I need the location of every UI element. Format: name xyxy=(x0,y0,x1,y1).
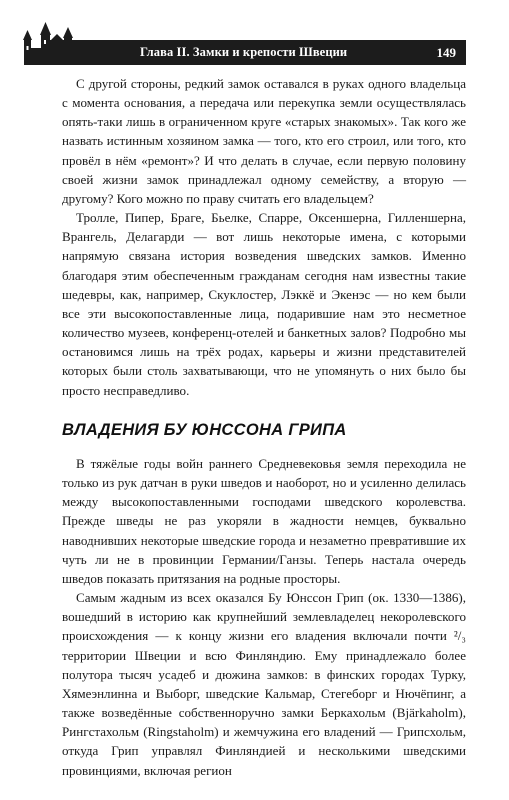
paragraph: В тяжёлые годы войн раннего Средневековья земля переходила не только из рук датчан в руки шведов и наоборот, но и усиленно делилась между высокопоставленными господами шведского королевства. Прежде шведы не раз укоряли в жадности немцев, буквально наводнивших некоторые шведские города и незаметно превратившие их чуть ли не в провинции Германии/Ганзы. Теперь настала очередь шведов показать притязания на родные просторы. xyxy=(62,456,466,586)
section-heading: ВЛАДЕНИЯ БУ ЮНССОНА ГРИПА xyxy=(62,421,347,439)
body-text-after-heading xyxy=(62,454,466,780)
paragraph: Самым жадным из всех оказался Бу Юнссон Грип (ок. 1330—1386), вошедший в историю как крупнейший землевладелец некоролевского происхождения — к концу жизни его владения включали почти ²/₃ территории Швеции и всю Финляндию. Ему принадлежало более полутора тысяч усадеб и дюжина замков: в финских городах Турку, Хямеэнлинна и Выборг, шведские Кальмар, Стегеборг и Нючёпинг, а также возведённые собственноручно замки Беркахольм (Bjärkaholm), Рингстахольм (Ringstaholm) и жемчужина его владений — Грипсхольм, откуда Грип управлял Финляндией и несколькими шведскими провинциями, включая регион xyxy=(62,590,466,778)
page-number: 149 xyxy=(436,44,456,60)
paragraph: С другой стороны, редкий замок оставался в руках одного владельца с момента основания, а передача или перекупка земли осуществлялась опять-таки лишь в ограниченном круге «старых знакомых». Так кого же назвать истинным хозяином замка — того, кто его строил, или того, кто провёл в нём «ремонт»? И что делать в случае, если первую половину своей жизни замок принадлежал одному семейству, а вторую — другому? Кого можно по праву считать его владельцем? xyxy=(62,76,466,206)
chapter-title: Глава II. Замки и крепости Швеции xyxy=(140,45,348,59)
body-text-before-heading xyxy=(62,74,466,400)
running-header xyxy=(48,40,466,65)
paragraph: Тролле, Пипер, Браге, Бьелке, Спарре, Оксеншерна, Гилленшерна, Врангель, Делагарди — вот лишь некоторые имена, с которыми напрямую связана история возведения шведских замков. Именно благодаря этим обеспеченным гражданам сегодня нам известны такие шедевры, как, например, Скуклостер, Лэккё и Экенэс — но кем были все эти высокопоставленные лица, подарившие нам это несметное количество музеев, конференц-отелей и банкетных залов? Подробно мы остановимся лишь на трёх родах, карьеры и жизни представителей которых были столь захватывающи, что не упомянуть о них было бы просто несправедливо. xyxy=(62,210,466,398)
